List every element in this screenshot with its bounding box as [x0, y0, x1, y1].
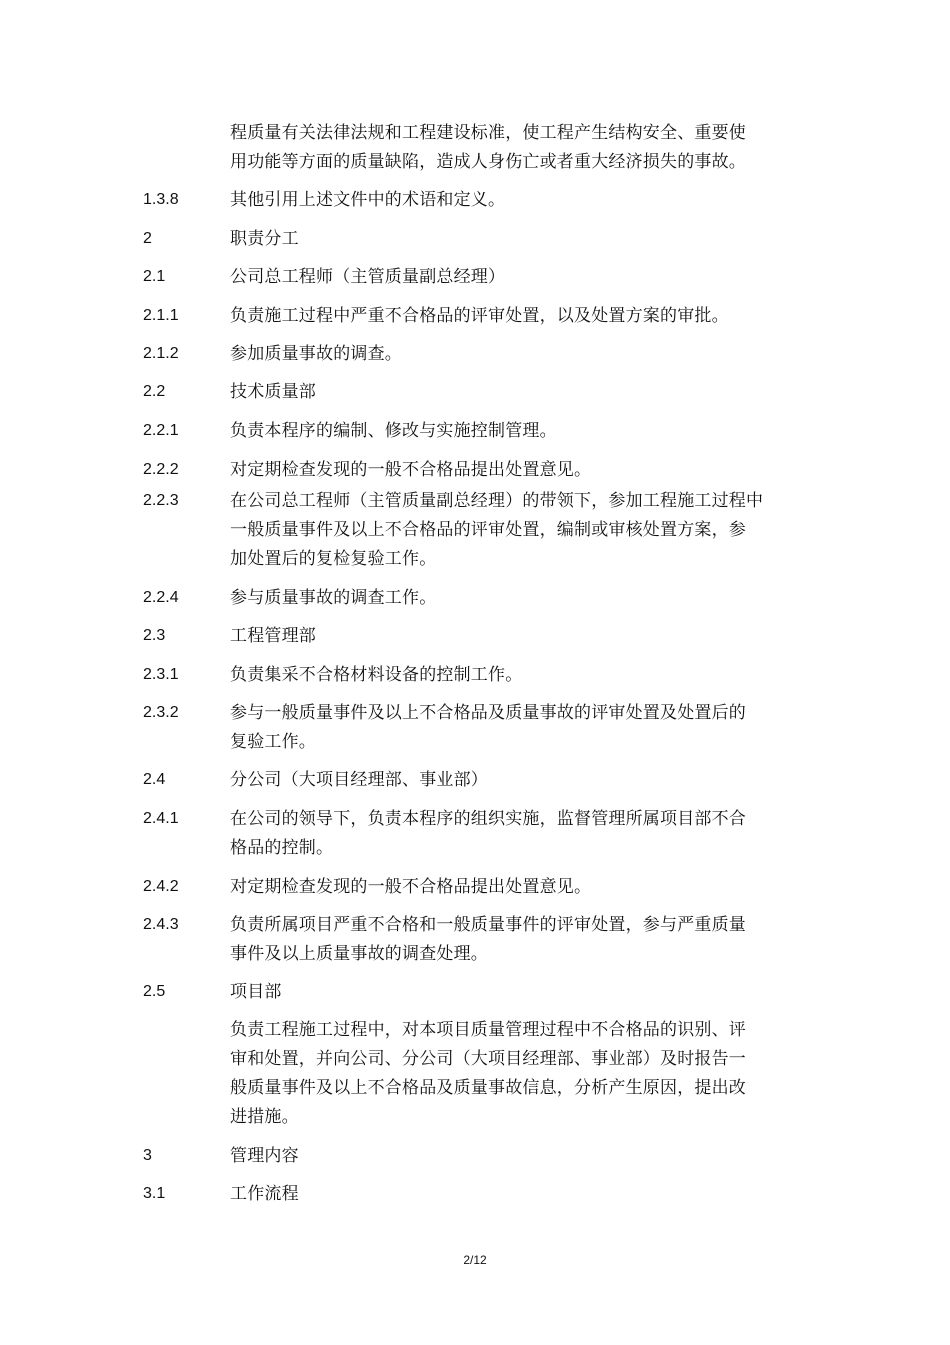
section-text-line: 在公司总工程师（主管质量副总经理）的带领下，参加工程施工过程中 [230, 491, 764, 511]
section-text-line: 在公司的领导下，负责本程序的组织实施，监督管理所属项目部不合 [230, 809, 746, 829]
section-text-line: 一般质量事件及以上不合格品的评审处置，编制或审核处置方案，参 [230, 520, 746, 540]
section-number: 2.2.1 [143, 422, 179, 439]
section-text-line: 程质量有关法律法规和工程建设标准，使工程产生结构安全、重要使 [230, 123, 746, 143]
section-text-line: 项目部 [230, 982, 282, 1002]
section-number: 2.4.3 [143, 916, 179, 933]
section-text-line: 技术质量部 [230, 382, 316, 402]
section-number: 3 [143, 1147, 152, 1164]
section-number: 2.5 [143, 983, 166, 1000]
section-text-line: 工程管理部 [230, 626, 316, 646]
section-text-line: 其他引用上述文件中的术语和定义。 [230, 190, 506, 210]
section-number: 2.1.1 [143, 307, 179, 324]
section-text-line: 负责本程序的编制、修改与实施控制管理。 [230, 421, 557, 441]
page-number: 2/12 [463, 1253, 487, 1267]
section-number: 2.3.2 [143, 704, 179, 721]
section-number: 1.3.8 [143, 191, 179, 208]
section-number: 2.2.2 [143, 461, 179, 478]
section-text-line: 复验工作。 [230, 732, 316, 752]
section-text-line: 进措施。 [230, 1107, 299, 1127]
section-text-line: 管理内容 [230, 1146, 299, 1166]
section-text-line: 般质量事件及以上不合格品及质量事故信息，分析产生原因，提出改 [230, 1078, 746, 1098]
section-text-line: 审和处置，并向公司、分公司（大项目经理部、事业部）及时报告一 [230, 1049, 746, 1069]
section-text-line: 负责集采不合格材料设备的控制工作。 [230, 665, 523, 685]
section-text-line: 工作流程 [230, 1184, 299, 1204]
section-text-line: 分公司（大项目经理部、事业部） [230, 770, 488, 790]
section-text-line: 加处置后的复检复验工作。 [230, 549, 437, 569]
section-text-line: 负责所属项目严重不合格和一般质量事件的评审处置，参与严重质量 [230, 915, 746, 935]
section-number: 2.2.4 [143, 589, 179, 606]
section-text-line: 格品的控制。 [230, 838, 334, 858]
section-text-line: 公司总工程师（主管质量副总经理） [230, 267, 506, 287]
section-text-line: 负责施工过程中严重不合格品的评审处置，以及处置方案的审批。 [230, 306, 729, 326]
section-text-line: 参与质量事故的调查工作。 [230, 588, 437, 608]
section-text-line: 事件及以上质量事故的调查处理。 [230, 944, 488, 964]
section-text-line: 对定期检查发现的一般不合格品提出处置意见。 [230, 877, 592, 897]
section-text-line: 负责工程施工过程中，对本项目质量管理过程中不合格品的识别、评 [230, 1020, 746, 1040]
section-number: 2 [143, 230, 152, 247]
section-number: 2.2.3 [143, 492, 179, 509]
section-number: 2.4.2 [143, 878, 179, 895]
section-number: 3.1 [143, 1185, 166, 1202]
section-number: 2.2 [143, 383, 166, 400]
section-text-line: 职责分工 [230, 229, 299, 249]
section-number: 2.4.1 [143, 810, 179, 827]
section-text-line: 对定期检查发现的一般不合格品提出处置意见。 [230, 460, 592, 480]
section-number: 2.1.2 [143, 345, 179, 362]
section-text-line: 参与一般质量事件及以上不合格品及质量事故的评审处置及处置后的 [230, 703, 746, 723]
section-text-line: 用功能等方面的质量缺陷，造成人身伤亡或者重大经济损失的事故。 [230, 152, 746, 172]
section-number: 2.1 [143, 268, 166, 285]
section-number: 2.3 [143, 627, 166, 644]
section-number: 2.4 [143, 771, 166, 788]
section-number: 2.3.1 [143, 666, 179, 683]
section-text-line: 参加质量事故的调查。 [230, 344, 402, 364]
